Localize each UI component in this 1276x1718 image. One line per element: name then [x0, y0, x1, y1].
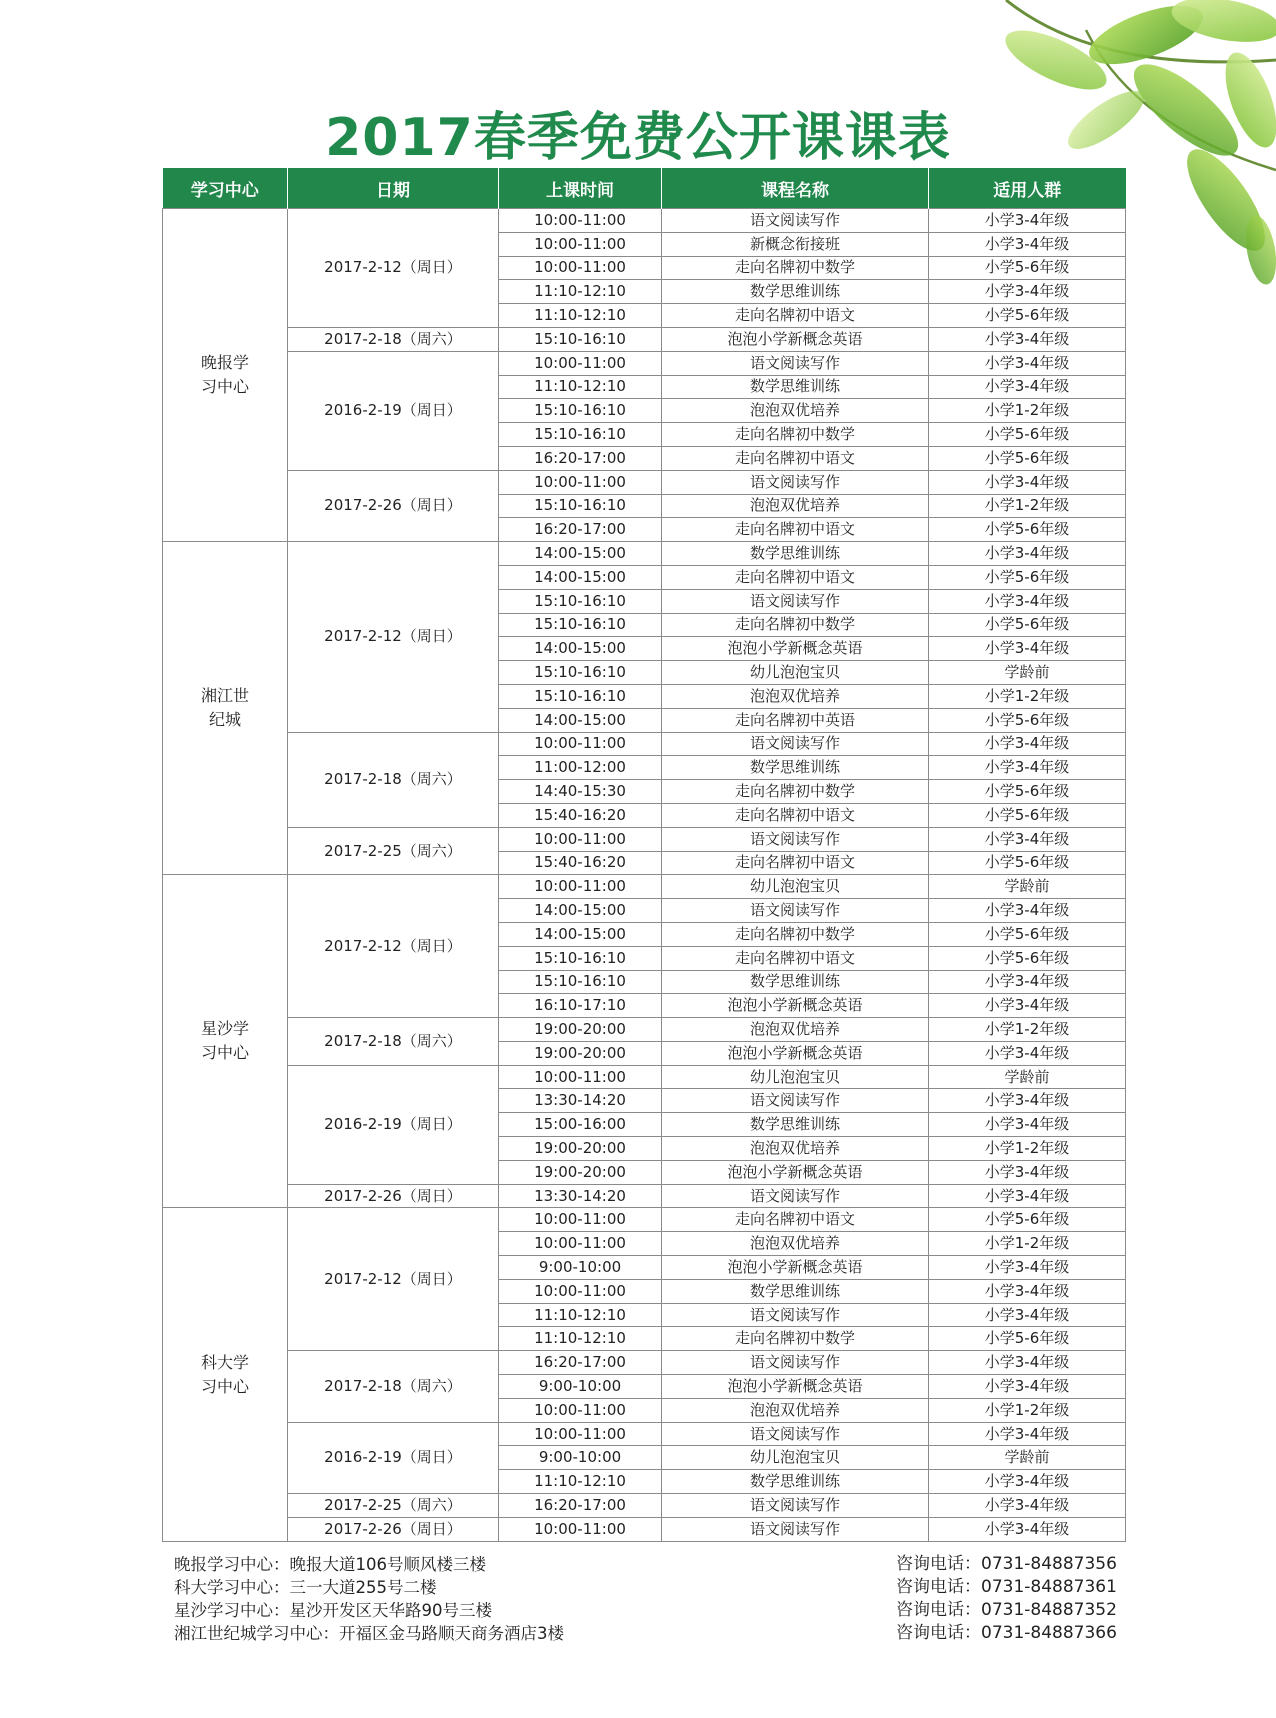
audience-cell: 学龄前: [929, 875, 1126, 899]
course-cell: 泡泡双优培养: [662, 1018, 929, 1042]
audience-cell: 学龄前: [929, 661, 1126, 685]
date-cell: 2016-2-19（周日）: [288, 351, 499, 470]
course-cell: 数学思维训练: [662, 375, 929, 399]
table-row: [163, 1018, 1126, 1042]
audience-cell: 小学5-6年级: [929, 922, 1126, 946]
date-cell: 2016-2-19（周日）: [288, 1422, 499, 1493]
course-cell: 走向名牌初中语文: [662, 518, 929, 542]
audience-cell: 小学3-4年级: [929, 1256, 1126, 1280]
audience-cell: 小学3-4年级: [929, 1041, 1126, 1065]
time-cell: 15:10-16:10: [499, 494, 662, 518]
time-cell: 15:40-16:20: [499, 803, 662, 827]
center-name-line: 晚报学: [200, 353, 249, 373]
time-cell: 10:00-11:00: [499, 1517, 662, 1541]
table-row: [163, 827, 1126, 851]
audience-cell: 小学3-4年级: [929, 1160, 1126, 1184]
course-cell: 幼儿泡泡宝贝: [662, 875, 929, 899]
time-cell: 9:00-10:00: [499, 1446, 662, 1470]
time-cell: 14:00-15:00: [499, 637, 662, 661]
date-cell: 2017-2-18（周六）: [288, 1351, 499, 1422]
course-cell: 语文阅读写作: [662, 470, 929, 494]
center-name-line: 星沙学: [200, 1019, 249, 1039]
course-cell: 语文阅读写作: [662, 1184, 929, 1208]
footer-phones: [896, 1553, 1117, 1645]
date-cell: 2017-2-26（周日）: [288, 1517, 499, 1541]
center-name-line: 习中心: [200, 377, 249, 397]
center-name-line: 习中心: [200, 1043, 249, 1063]
audience-cell: 小学3-4年级: [929, 327, 1126, 351]
audience-cell: 小学3-4年级: [929, 1470, 1126, 1494]
header-time: 上课时间: [499, 168, 662, 209]
table-row: [163, 1065, 1126, 1089]
course-cell: 数学思维训练: [662, 1113, 929, 1137]
course-cell: 走向名牌初中语文: [662, 304, 929, 328]
course-cell: 走向名牌初中语文: [662, 565, 929, 589]
course-cell: 幼儿泡泡宝贝: [662, 661, 929, 685]
center-name-cell: [163, 1208, 288, 1541]
audience-cell: 小学1-2年级: [929, 1232, 1126, 1256]
audience-cell: 小学3-4年级: [929, 1184, 1126, 1208]
time-cell: 16:20-17:00: [499, 1494, 662, 1518]
course-cell: 新概念衔接班: [662, 232, 929, 256]
audience-cell: 小学5-6年级: [929, 446, 1126, 470]
time-cell: 15:10-16:10: [499, 399, 662, 423]
time-cell: 16:20-17:00: [499, 518, 662, 542]
course-cell: 走向名牌初中数学: [662, 1327, 929, 1351]
schedule-table: [162, 168, 1126, 1542]
date-cell: 2017-2-26（周日）: [288, 470, 499, 541]
audience-cell: 小学3-4年级: [929, 1279, 1126, 1303]
audience-cell: 小学1-2年级: [929, 1137, 1126, 1161]
table-row: [163, 1494, 1126, 1518]
footer-addresses: [174, 1553, 564, 1645]
audience-cell: 小学3-4年级: [929, 280, 1126, 304]
table-row: [163, 732, 1126, 756]
time-cell: 15:00-16:00: [499, 1113, 662, 1137]
course-cell: 语文阅读写作: [662, 1494, 929, 1518]
audience-cell: 小学5-6年级: [929, 423, 1126, 447]
address-line: 星沙学习中心：星沙开发区天华路90号三楼: [174, 1601, 492, 1620]
audience-cell: 小学3-4年级: [929, 351, 1126, 375]
center-name-cell: [163, 542, 288, 875]
audience-cell: 小学3-4年级: [929, 994, 1126, 1018]
time-cell: 11:10-12:10: [499, 1303, 662, 1327]
audience-cell: 小学3-4年级: [929, 1375, 1126, 1399]
course-cell: 走向名牌初中数学: [662, 613, 929, 637]
page-title: 2017春季免费公开课课表: [325, 108, 951, 168]
time-cell: 10:00-11:00: [499, 1422, 662, 1446]
audience-cell: 小学5-6年级: [929, 1327, 1126, 1351]
table-row: [163, 542, 1126, 566]
header-audience: 适用人群: [929, 168, 1126, 209]
time-cell: 10:00-11:00: [499, 232, 662, 256]
audience-cell: 小学3-4年级: [929, 637, 1126, 661]
course-cell: 语文阅读写作: [662, 1517, 929, 1541]
time-cell: 15:10-16:10: [499, 423, 662, 447]
phone-line: 咨询电话：0731-84887356: [896, 1554, 1117, 1574]
time-cell: 14:00-15:00: [499, 708, 662, 732]
time-cell: 19:00-20:00: [499, 1041, 662, 1065]
time-cell: 10:00-11:00: [499, 875, 662, 899]
time-cell: 11:10-12:10: [499, 375, 662, 399]
audience-cell: 小学5-6年级: [929, 613, 1126, 637]
time-cell: 15:10-16:10: [499, 946, 662, 970]
audience-cell: 小学5-6年级: [929, 518, 1126, 542]
course-cell: 走向名牌初中数学: [662, 922, 929, 946]
time-cell: 16:10-17:10: [499, 994, 662, 1018]
audience-cell: 小学5-6年级: [929, 803, 1126, 827]
center-name-cell: [163, 875, 288, 1208]
audience-cell: 小学1-2年级: [929, 1398, 1126, 1422]
course-cell: 泡泡双优培养: [662, 494, 929, 518]
course-cell: 语文阅读写作: [662, 209, 929, 233]
audience-cell: 小学3-4年级: [929, 1517, 1126, 1541]
table-row: [163, 1351, 1126, 1375]
audience-cell: 小学3-4年级: [929, 827, 1126, 851]
time-cell: 15:10-16:10: [499, 661, 662, 685]
course-cell: 语文阅读写作: [662, 1351, 929, 1375]
time-cell: 10:00-11:00: [499, 1208, 662, 1232]
time-cell: 10:00-11:00: [499, 256, 662, 280]
table-row: [163, 1208, 1126, 1232]
header-course: 课程名称: [662, 168, 929, 209]
course-cell: 幼儿泡泡宝贝: [662, 1065, 929, 1089]
audience-cell: 小学3-4年级: [929, 1303, 1126, 1327]
time-cell: 16:20-17:00: [499, 446, 662, 470]
time-cell: 14:00-15:00: [499, 899, 662, 923]
course-cell: 走向名牌初中语文: [662, 946, 929, 970]
time-cell: 10:00-11:00: [499, 1398, 662, 1422]
course-cell: 幼儿泡泡宝贝: [662, 1446, 929, 1470]
audience-cell: 小学3-4年级: [929, 375, 1126, 399]
course-cell: 走向名牌初中数学: [662, 780, 929, 804]
table-row: [163, 1184, 1126, 1208]
audience-cell: 小学3-4年级: [929, 209, 1126, 233]
audience-cell: 小学3-4年级: [929, 1351, 1126, 1375]
time-cell: 14:00-15:00: [499, 922, 662, 946]
course-cell: 走向名牌初中数学: [662, 423, 929, 447]
course-cell: 语文阅读写作: [662, 827, 929, 851]
address-line: 科大学习中心：三一大道255号二楼: [174, 1578, 437, 1597]
time-cell: 10:00-11:00: [499, 351, 662, 375]
time-cell: 11:10-12:10: [499, 1327, 662, 1351]
time-cell: 15:10-16:10: [499, 613, 662, 637]
audience-cell: 小学3-4年级: [929, 232, 1126, 256]
time-cell: 15:10-16:10: [499, 970, 662, 994]
table-row: [163, 209, 1126, 233]
time-cell: 11:10-12:10: [499, 1470, 662, 1494]
course-cell: 数学思维训练: [662, 1279, 929, 1303]
audience-cell: 小学3-4年级: [929, 899, 1126, 923]
course-cell: 泡泡双优培养: [662, 1137, 929, 1161]
course-cell: 数学思维训练: [662, 756, 929, 780]
time-cell: 14:40-15:30: [499, 780, 662, 804]
course-cell: 数学思维训练: [662, 970, 929, 994]
time-cell: 11:10-12:10: [499, 280, 662, 304]
audience-cell: 小学3-4年级: [929, 732, 1126, 756]
audience-cell: 学龄前: [929, 1065, 1126, 1089]
time-cell: 11:00-12:00: [499, 756, 662, 780]
phone-line: 咨询电话：0731-84887366: [896, 1623, 1117, 1643]
course-cell: 语文阅读写作: [662, 1303, 929, 1327]
center-name-line: 习中心: [200, 1376, 249, 1396]
date-cell: 2017-2-12（周日）: [288, 209, 499, 328]
center-name-line: 纪城: [208, 710, 241, 730]
time-cell: 14:00-15:00: [499, 565, 662, 589]
course-cell: 走向名牌初中语文: [662, 803, 929, 827]
time-cell: 9:00-10:00: [499, 1375, 662, 1399]
audience-cell: 小学3-4年级: [929, 470, 1126, 494]
course-cell: 走向名牌初中英语: [662, 708, 929, 732]
course-cell: 数学思维训练: [662, 542, 929, 566]
center-name-line: 湘江世: [200, 686, 249, 706]
course-cell: 泡泡双优培养: [662, 399, 929, 423]
audience-cell: 小学3-4年级: [929, 1494, 1126, 1518]
time-cell: 15:10-16:10: [499, 589, 662, 613]
course-cell: 走向名牌初中数学: [662, 256, 929, 280]
audience-cell: 小学5-6年级: [929, 304, 1126, 328]
table-row: [163, 327, 1126, 351]
audience-cell: 小学3-4年级: [929, 542, 1126, 566]
time-cell: 10:00-11:00: [499, 1232, 662, 1256]
course-cell: 泡泡小学新概念英语: [662, 327, 929, 351]
time-cell: 10:00-11:00: [499, 470, 662, 494]
course-cell: 语文阅读写作: [662, 589, 929, 613]
time-cell: 10:00-11:00: [499, 827, 662, 851]
center-name-line: 科大学: [200, 1352, 249, 1372]
course-cell: 泡泡小学新概念英语: [662, 994, 929, 1018]
audience-cell: 小学5-6年级: [929, 946, 1126, 970]
course-cell: 泡泡小学新概念英语: [662, 1041, 929, 1065]
time-cell: 13:30-14:20: [499, 1184, 662, 1208]
audience-cell: 小学1-2年级: [929, 494, 1126, 518]
time-cell: 19:00-20:00: [499, 1018, 662, 1042]
table-row: [163, 470, 1126, 494]
date-cell: 2017-2-12（周日）: [288, 542, 499, 732]
address-line: 晚报学习中心：晚报大道106号顺风楼三楼: [174, 1555, 486, 1574]
audience-cell: 小学5-6年级: [929, 708, 1126, 732]
phone-line: 咨询电话：0731-84887361: [896, 1577, 1117, 1597]
course-cell: 语文阅读写作: [662, 1089, 929, 1113]
audience-cell: 小学5-6年级: [929, 256, 1126, 280]
table-row: [163, 875, 1126, 899]
address-line: 湘江世纪城学习中心：开福区金马路顺天商务酒店3楼: [174, 1624, 564, 1643]
course-cell: 泡泡双优培养: [662, 684, 929, 708]
course-cell: 语文阅读写作: [662, 1422, 929, 1446]
time-cell: 9:00-10:00: [499, 1256, 662, 1280]
time-cell: 16:20-17:00: [499, 1351, 662, 1375]
time-cell: 19:00-20:00: [499, 1137, 662, 1161]
course-cell: 语文阅读写作: [662, 351, 929, 375]
audience-cell: 小学3-4年级: [929, 1089, 1126, 1113]
course-cell: 走向名牌初中语文: [662, 851, 929, 875]
audience-cell: 小学3-4年级: [929, 1113, 1126, 1137]
time-cell: 15:10-16:10: [499, 327, 662, 351]
course-cell: 语文阅读写作: [662, 899, 929, 923]
course-cell: 走向名牌初中语文: [662, 446, 929, 470]
time-cell: 10:00-11:00: [499, 209, 662, 233]
date-cell: 2016-2-19（周日）: [288, 1065, 499, 1184]
table-row: [163, 1517, 1126, 1541]
audience-cell: 小学5-6年级: [929, 1208, 1126, 1232]
date-cell: 2017-2-18（周六）: [288, 327, 499, 351]
header-date: 日期: [288, 168, 499, 209]
audience-cell: 小学1-2年级: [929, 399, 1126, 423]
course-cell: 泡泡小学新概念英语: [662, 1256, 929, 1280]
date-cell: 2017-2-12（周日）: [288, 875, 499, 1018]
audience-cell: 小学3-4年级: [929, 589, 1126, 613]
course-cell: 泡泡小学新概念英语: [662, 637, 929, 661]
table-row: [163, 351, 1126, 375]
time-cell: 14:00-15:00: [499, 542, 662, 566]
header-center: 学习中心: [163, 168, 288, 209]
course-cell: 数学思维训练: [662, 1470, 929, 1494]
course-cell: 数学思维训练: [662, 280, 929, 304]
table-header-row: [163, 168, 1126, 209]
audience-cell: 小学3-4年级: [929, 970, 1126, 994]
course-cell: 泡泡双优培养: [662, 1232, 929, 1256]
time-cell: 15:10-16:10: [499, 684, 662, 708]
date-cell: 2017-2-18（周六）: [288, 1018, 499, 1066]
date-cell: 2017-2-25（周六）: [288, 1494, 499, 1518]
course-cell: 泡泡小学新概念英语: [662, 1160, 929, 1184]
audience-cell: 小学5-6年级: [929, 851, 1126, 875]
time-cell: 11:10-12:10: [499, 304, 662, 328]
audience-cell: 小学1-2年级: [929, 684, 1126, 708]
audience-cell: 小学5-6年级: [929, 565, 1126, 589]
time-cell: 10:00-11:00: [499, 1279, 662, 1303]
audience-cell: 小学3-4年级: [929, 756, 1126, 780]
course-cell: 语文阅读写作: [662, 732, 929, 756]
course-cell: 走向名牌初中语文: [662, 1208, 929, 1232]
table-body: [163, 209, 1126, 1542]
date-cell: 2017-2-18（周六）: [288, 732, 499, 827]
date-cell: 2017-2-25（周六）: [288, 827, 499, 875]
center-name-cell: [163, 209, 288, 542]
phone-line: 咨询电话：0731-84887352: [896, 1600, 1117, 1620]
audience-cell: 学龄前: [929, 1446, 1126, 1470]
time-cell: 10:00-11:00: [499, 732, 662, 756]
course-cell: 泡泡双优培养: [662, 1398, 929, 1422]
time-cell: 19:00-20:00: [499, 1160, 662, 1184]
audience-cell: 小学5-6年级: [929, 780, 1126, 804]
time-cell: 13:30-14:20: [499, 1089, 662, 1113]
time-cell: 10:00-11:00: [499, 1065, 662, 1089]
audience-cell: 小学3-4年级: [929, 1422, 1126, 1446]
date-cell: 2017-2-26（周日）: [288, 1184, 499, 1208]
date-cell: 2017-2-12（周日）: [288, 1208, 499, 1351]
course-cell: 泡泡小学新概念英语: [662, 1375, 929, 1399]
audience-cell: 小学1-2年级: [929, 1018, 1126, 1042]
time-cell: 15:40-16:20: [499, 851, 662, 875]
table-row: [163, 1422, 1126, 1446]
